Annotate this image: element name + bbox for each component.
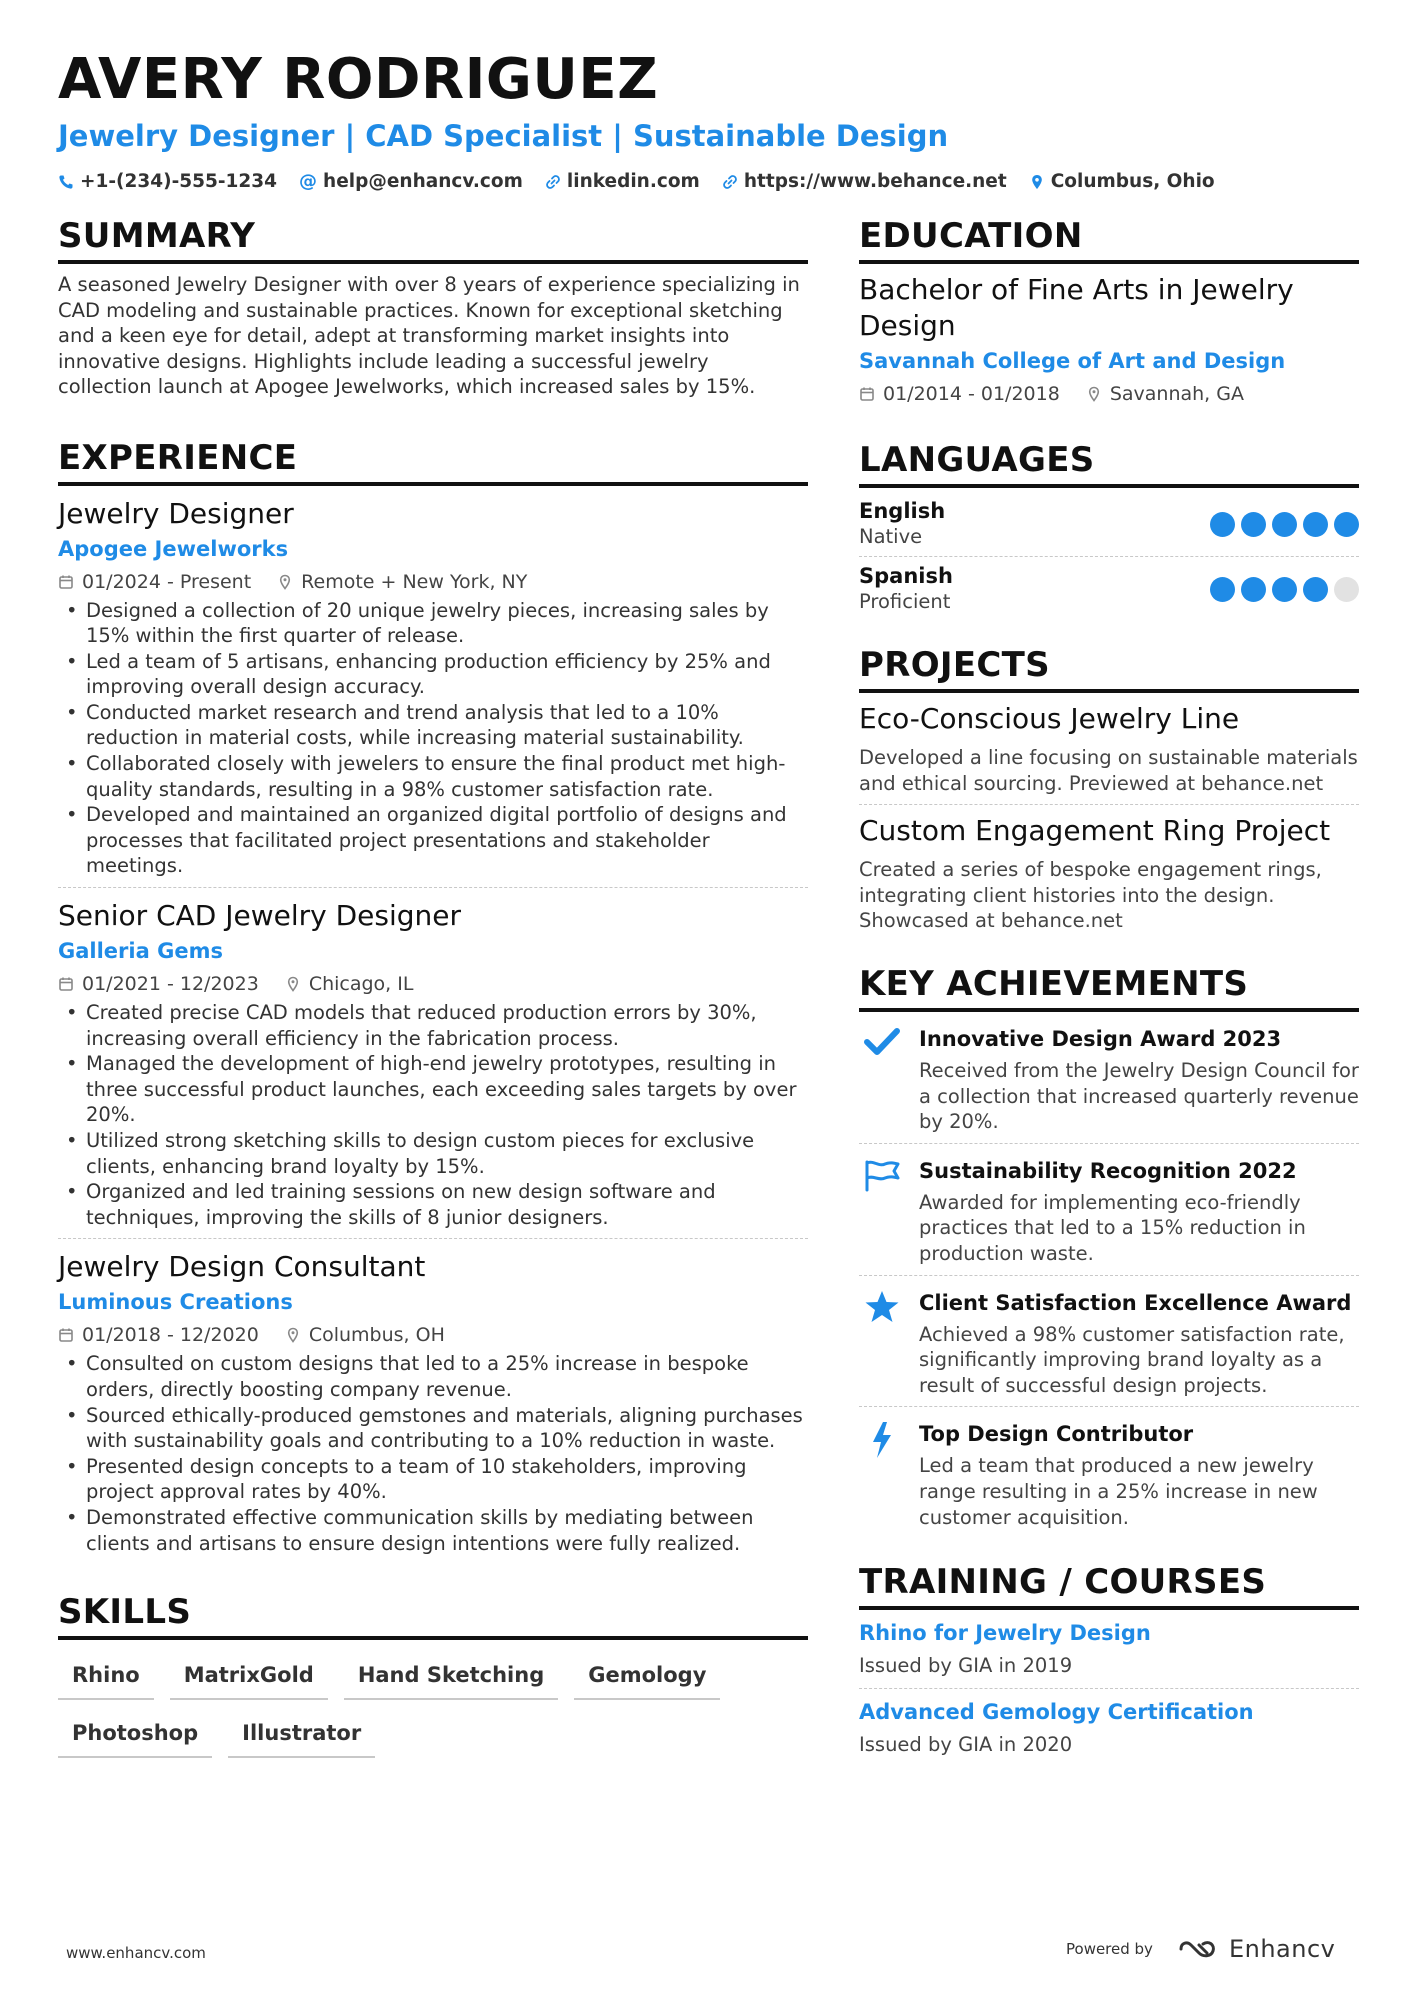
calendar-icon	[58, 1327, 74, 1343]
job-role: Jewelry Designer	[58, 496, 294, 530]
rating-dot-filled	[1334, 512, 1359, 537]
divider	[58, 887, 808, 888]
left-column	[58, 214, 808, 1758]
skill-tag: Rhino	[58, 1656, 154, 1700]
job-bullet: • Developed and maintained an organized digital portfolio of designs and processes that facilitated project presentations and stakeholder meetings.	[58, 802, 808, 879]
language-row	[859, 492, 1359, 556]
achievement-title: Top Design Contributor	[919, 1422, 1194, 1447]
phone-icon	[58, 174, 74, 190]
location-pin-icon	[277, 574, 293, 590]
calendar-icon	[58, 976, 74, 992]
skill-tag: MatrixGold	[170, 1656, 328, 1700]
skill-tag: Photoshop	[58, 1714, 212, 1758]
right-column	[859, 214, 1359, 1759]
email-text: help@enhancv.com	[323, 171, 523, 192]
achievement-description: Awarded for implementing eco-friendly practices that led to a 15% reduction in production waste.	[919, 1190, 1306, 1265]
rating-dot-filled	[1303, 577, 1328, 602]
training-heading: TRAINING / COURSES	[859, 1560, 1359, 1610]
job-entry	[58, 1249, 808, 1556]
projects-heading: PROJECTS	[859, 643, 1359, 693]
language-name: English	[859, 499, 946, 523]
language-level: Proficient	[859, 590, 951, 613]
contact-bar	[58, 168, 1215, 196]
job-bullet: • Consulted on custom designs that led to a 25% increase in bespoke orders, directly boosting company revenue.	[58, 1351, 808, 1402]
education-heading: EDUCATION	[859, 214, 1359, 264]
achievement-item	[859, 1012, 1359, 1135]
job-bullet: • Sourced ethically-produced gemstones and materials, aligning purchases with sustainability goals and contributing to a 10% reduction in waste.	[58, 1403, 808, 1454]
project-description: Developed a line focusing on sustainable materials and ethical sourcing. Previewed at behance.net	[859, 746, 1358, 795]
achievement-description: Achieved a 98% customer satisfaction rate, significantly improving brand loyalty as a result of successful design projects.	[919, 1322, 1345, 1397]
divider	[859, 804, 1359, 805]
education-meta	[859, 380, 1359, 408]
enhancv-logo[interactable]	[1177, 1935, 1335, 1963]
job-bullet: • Managed the development of high-end jewelry prototypes, resulting in three successful product launches, each exceeding sales targets by over 20%.	[58, 1051, 808, 1128]
job-bullet: • Demonstrated effective communication skills by mediating between clients and artisans to ensure design intentions were fully realized.	[58, 1505, 808, 1556]
project-description: Created a series of bespoke engagement rings, integrating client histories into the design. Showcased at behance.net	[859, 858, 1322, 933]
job-company: Luminous Creations	[58, 1290, 293, 1315]
location-pin-icon	[285, 1327, 301, 1343]
summary-text: A seasoned Jewelry Designer with over 8 years of experience specializing in CAD modeling and sustainable practices. Known for exceptional sketching and a keen eye for detail, adept at transforming market insights into innovative designs. Highlights include leading a successful jewelry collection launch at Apogee Jewelworks, which increased sales by 15%.	[58, 273, 800, 398]
job-company: Galleria Gems	[58, 939, 223, 964]
course-issuer: Issued by GIA in 2019	[859, 1654, 1073, 1678]
link-icon	[722, 174, 738, 190]
job-bullet: • Presented design concepts to a team of 10 stakeholders, improving project approval rates by 40%.	[58, 1454, 808, 1505]
education-dates: 01/2014 - 01/2018	[883, 383, 1060, 405]
achievement-description: Received from the Jewelry Design Council for a collection that increased quarterly revenue by 20%.	[919, 1058, 1359, 1134]
enhancv-logo-icon	[1177, 1937, 1221, 1961]
rating-dot-filled	[1303, 512, 1328, 537]
achievements-heading: KEY ACHIEVEMENTS	[859, 962, 1359, 1012]
education-location: Savannah, GA	[1109, 383, 1244, 405]
job-meta	[58, 970, 808, 998]
calendar-icon	[859, 386, 875, 402]
phone-text: +1-(234)-555-1234	[80, 171, 278, 192]
language-level: Native	[859, 525, 923, 548]
skill-tag: Illustrator	[228, 1714, 375, 1758]
job-location: Columbus, OH	[308, 1324, 445, 1347]
language-rating	[1210, 512, 1359, 537]
rating-dot-filled	[1210, 512, 1235, 537]
education-school: Savannah College of Art and Design	[859, 349, 1286, 373]
achievement-item	[859, 1407, 1359, 1530]
job-meta	[58, 568, 808, 596]
education-degree: Bachelor of Fine Arts in Jewelry Design	[859, 273, 1294, 342]
achievement-title: Sustainability Recognition 2022	[919, 1158, 1297, 1183]
skill-tag: Gemology	[574, 1656, 720, 1700]
footer-branding	[1066, 1935, 1335, 1963]
location-pin-icon	[1029, 174, 1045, 190]
project-title: Custom Engagement Ring Project	[859, 814, 1331, 848]
achievement-item	[859, 1276, 1359, 1399]
job-bullet: • Utilized strong sketching skills to design custom pieces for exclusive clients, enhancing brand loyalty by 15%.	[58, 1128, 808, 1179]
job-location: Chicago, IL	[308, 973, 414, 996]
language-rating	[1210, 577, 1359, 602]
contact-linkedin[interactable]	[545, 168, 700, 196]
course-title: Advanced Gemology Certification	[859, 1700, 1254, 1725]
summary-heading: SUMMARY	[58, 214, 808, 264]
contact-website[interactable]	[722, 168, 1007, 196]
rating-dot-filled	[1241, 512, 1266, 537]
job-bullet: • Organized and led training sessions on new design software and techniques, improving the skills of 8 junior designers.	[58, 1179, 808, 1230]
skills-heading: SKILLS	[58, 1590, 808, 1640]
job-dates: 01/2018 - 12/2020	[82, 1324, 259, 1347]
powered-by-text: Powered by	[1066, 1940, 1153, 1958]
job-location: Remote + New York, NY	[301, 570, 528, 593]
achievement-title: Innovative Design Award 2023	[919, 1026, 1282, 1051]
achievement-item	[859, 1144, 1359, 1267]
achievement-description: Led a team that produced a new jewelry range resulting in a 25% increase in new customer acquisition.	[919, 1454, 1318, 1529]
location-pin-icon	[285, 976, 301, 992]
job-dates: 01/2024 - Present	[82, 570, 252, 593]
achievement-title: Client Satisfaction Excellence Award	[919, 1290, 1352, 1315]
job-entry	[58, 496, 808, 889]
job-bullet: • Conducted market research and trend analysis that led to a 10% reduction in material costs, while increasing material sustainability.	[58, 700, 808, 751]
job-bullet: • Designed a collection of 20 unique jewelry pieces, increasing sales by 15% within the first quarter of release.	[58, 598, 808, 649]
at-icon: @	[299, 171, 318, 192]
job-bullets	[58, 1351, 808, 1556]
brand-name: Enhancv	[1228, 1935, 1336, 1963]
divider	[859, 1688, 1359, 1689]
job-role: Jewelry Design Consultant	[58, 1250, 426, 1284]
contact-phone[interactable]	[58, 168, 277, 196]
rating-dot-filled	[1210, 577, 1235, 602]
language-name: Spanish	[859, 564, 953, 588]
footer-site[interactable]: www.enhancv.com	[66, 1944, 206, 1962]
job-bullet: • Collaborated closely with jewelers to ensure the final product met high-quality standards, resulting in a 98% customer satisfaction rate.	[58, 751, 808, 802]
skill-tag: Hand Sketching	[344, 1656, 558, 1700]
headline: Jewelry Designer | CAD Specialist | Sustainable Design	[58, 119, 949, 153]
job-company: Apogee Jewelworks	[58, 536, 289, 561]
job-bullets	[58, 598, 808, 880]
project-title: Eco-Conscious Jewelry Line	[859, 702, 1240, 735]
job-entry	[58, 898, 808, 1239]
location-text: Columbus, Ohio	[1050, 171, 1215, 192]
location-pin-icon	[1086, 386, 1102, 402]
languages-heading: LANGUAGES	[859, 438, 1359, 488]
contact-email[interactable]	[299, 168, 523, 196]
course-title: Rhino for Jewelry Design	[859, 1621, 1151, 1646]
calendar-icon	[58, 574, 74, 590]
linkedin-text: linkedin.com	[566, 171, 700, 192]
job-dates: 01/2021 - 12/2023	[82, 973, 259, 996]
job-bullet: • Created precise CAD models that reduced production errors by 30%, increasing overall efficiency in the fabrication process.	[58, 1000, 808, 1051]
course-issuer: Issued by GIA in 2020	[859, 1733, 1073, 1757]
job-meta	[58, 1321, 808, 1349]
rating-dot-empty	[1334, 577, 1359, 602]
skills-list	[58, 1656, 808, 1758]
flag-icon	[863, 1158, 901, 1192]
star-icon	[864, 1290, 900, 1324]
job-role: Senior CAD Jewelry Designer	[58, 899, 462, 933]
experience-heading: EXPERIENCE	[58, 436, 808, 486]
bolt-icon	[869, 1421, 895, 1459]
divider	[58, 1238, 808, 1239]
rating-dot-filled	[1272, 512, 1297, 537]
rating-dot-filled	[1241, 577, 1266, 602]
candidate-name: AVERY RODRIGUEZ	[58, 47, 659, 112]
website-text: https://www.behance.net	[743, 171, 1007, 192]
job-bullets	[58, 1000, 808, 1230]
contact-location	[1029, 168, 1215, 196]
check-icon	[864, 1026, 900, 1056]
language-row	[859, 557, 1359, 621]
link-icon	[545, 174, 561, 190]
job-bullet: • Led a team of 5 artisans, enhancing production efficiency by 25% and improving overall design accuracy.	[58, 649, 808, 700]
rating-dot-filled	[1272, 577, 1297, 602]
